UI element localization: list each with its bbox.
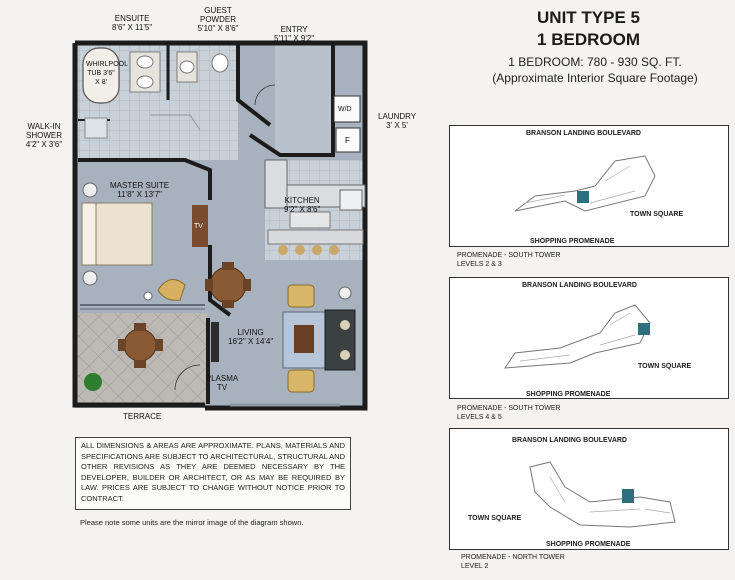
building-outline (510, 447, 690, 537)
unit-size: 1 BEDROOM: 780 - 930 SQ. FT. (508, 55, 682, 69)
entry-floor (275, 45, 333, 155)
label-tv: TV (194, 223, 203, 230)
label-plasma-tv: PLASMA TV (205, 374, 239, 392)
label-master: MASTER SUITE 11'8" X 13'7" (110, 181, 170, 199)
unit-highlight (638, 323, 650, 335)
label-kitchen: KITCHEN 9'2" X 8'6" (284, 196, 321, 214)
label-whirlpool: WHIRLPOOL TUB 3'6" X 8' (86, 61, 129, 86)
keyplan-2-caption: PROMENADE - SOUTH TOWER LEVELS 4 & 5 (457, 405, 561, 421)
label-fridge: F (345, 136, 350, 145)
keyplan-3-caption: PROMENADE - NORTH TOWER LEVEL 2 (461, 554, 565, 570)
sofa (325, 310, 355, 370)
keyplan-top-street: BRANSON LANDING BOULEVARD (522, 282, 637, 289)
unit-highlight (622, 489, 634, 503)
keyplan-1 (449, 125, 729, 247)
keyplan-bottom-label: SHOPPING PROMENADE (530, 238, 615, 245)
bedroom-title: 1 BEDROOM (537, 30, 640, 49)
keyplan-3 (449, 428, 729, 550)
keyplan-top-street: BRANSON LANDING BOULEVARD (512, 437, 627, 444)
label-ensuite: ENSUITE 8'6" X 11'5" (112, 14, 153, 32)
keyplan-bottom-label: SHOPPING PROMENADE (546, 541, 631, 548)
keyplan-right-label: TOWN SQUARE (630, 211, 684, 218)
keyplan-bottom-label: SHOPPING PROMENADE (526, 391, 611, 398)
label-shower: WALK-IN SHOWER 4'2" X 3'6" (25, 122, 63, 149)
keyplan-2 (449, 277, 729, 399)
unit-size-note: (Approximate Interior Square Footage) (492, 71, 698, 85)
unit-highlight (577, 191, 589, 203)
keyplan-left-label: TOWN SQUARE (468, 515, 522, 522)
floor-plan (0, 0, 440, 430)
unit-type-title: UNIT TYPE 5 (537, 8, 640, 27)
label-powder: GUEST POWDER 5'10" X 8'6" (197, 6, 239, 33)
keyplan-1-caption: PROMENADE - SOUTH TOWER LEVELS 2 & 3 (457, 252, 561, 268)
keyplan-top-street: BRANSON LANDING BOULEVARD (526, 130, 641, 137)
dining-table (210, 267, 246, 303)
label-terrace: TERRACE (123, 412, 162, 421)
plasma-tv (211, 322, 219, 362)
mirror-note: Please note some units are the mirror image of the diagram shown. (80, 518, 304, 527)
label-laundry: LAUNDRY 3' X 5' (378, 112, 417, 130)
label-entry: ENTRY 5'11" X 9'2" (274, 25, 315, 43)
disclaimer-box: ALL DIMENSIONS & AREAS ARE APPROXIMATE. PLANS, MATERIALS AND SPECIFICATIONS ARE SUBJECT TO ARCHITECTURAL, STRUCTURAL AND OTHER REVISIONS AS THEY ARE DEEMED NECESSARY BY THE DEVELOPER, BUILDER OR ARCHITECT, OR AS MAY BE REQUIRED BY LAW. PRICES ARE SUBJECT TO CHANGE WITHOUT NOTICE PRIOR TO CONTRACT. (75, 437, 351, 510)
coffee-table (294, 325, 314, 353)
plant (84, 373, 102, 391)
label-wd: W/D (338, 106, 352, 113)
label-living: LIVING 16'2" X 14'4" (228, 328, 274, 346)
keyplan-right-label: TOWN SQUARE (638, 363, 692, 370)
